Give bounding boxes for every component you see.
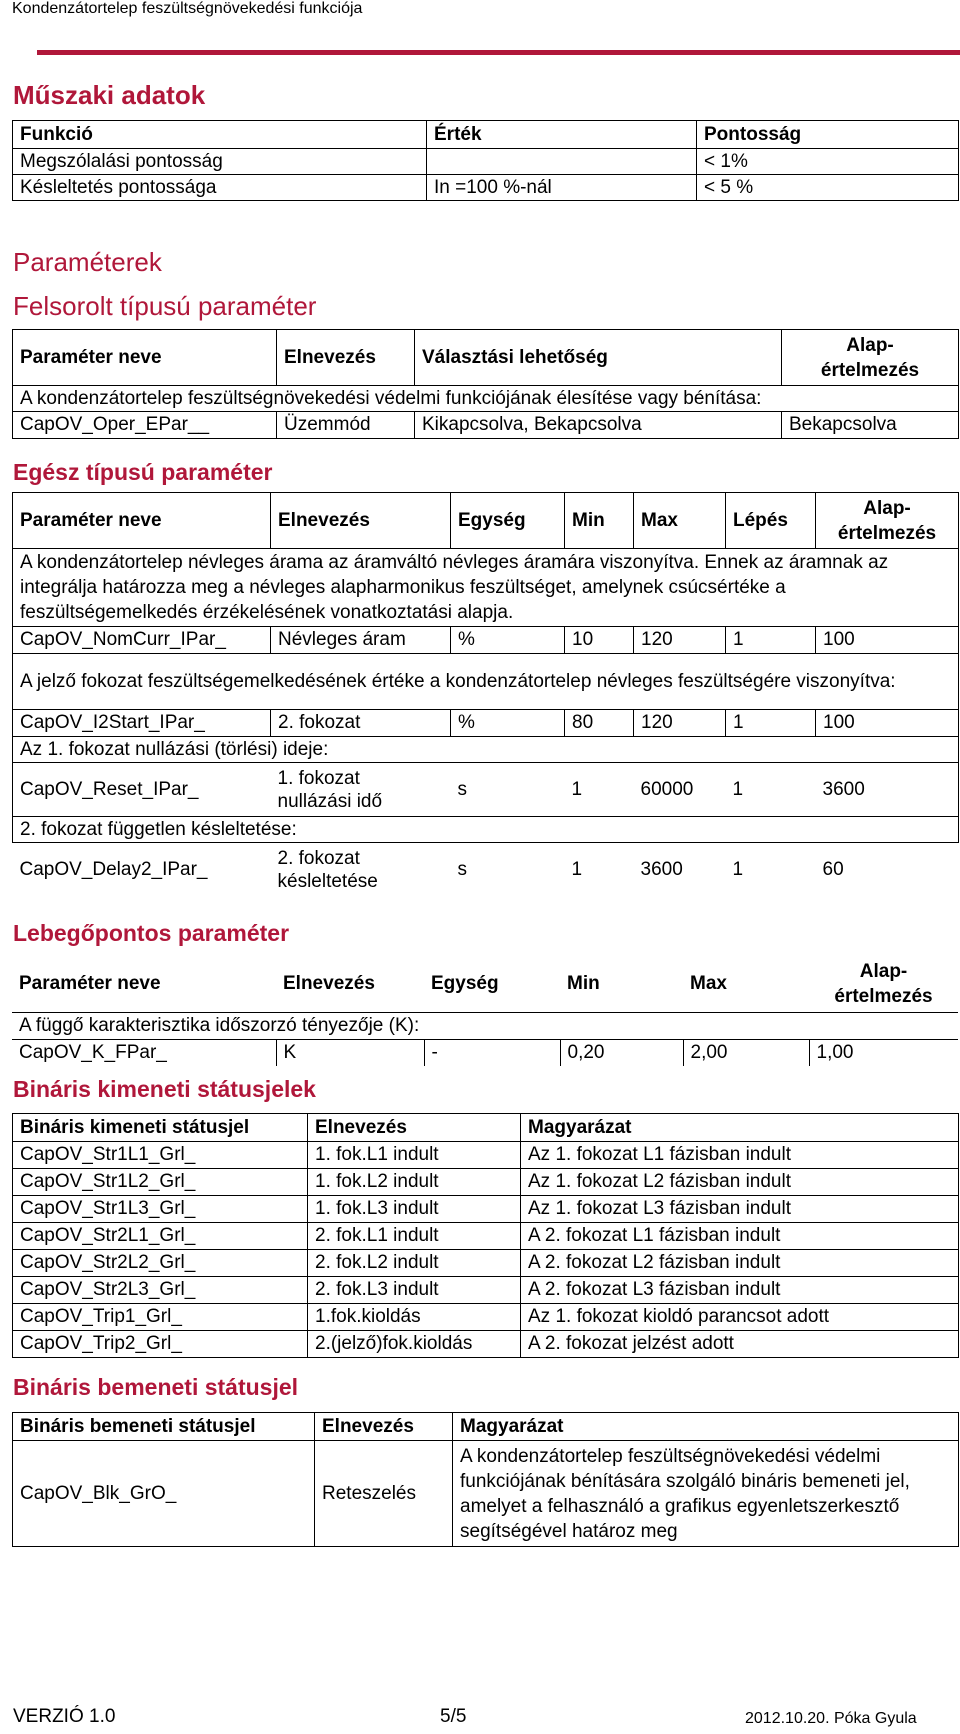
cell-line: nullázási idő bbox=[277, 790, 383, 812]
table-row bbox=[13, 817, 959, 843]
column-header: Min bbox=[565, 493, 634, 549]
table-cell: 1 bbox=[571, 858, 583, 880]
table-cell: A 2. fokozat jelzést adott bbox=[521, 1331, 959, 1358]
table-cell: 1. fok.L2 indult bbox=[308, 1169, 521, 1196]
column-header: Funkció bbox=[13, 121, 427, 149]
table-cell: 120 bbox=[634, 627, 726, 654]
binary-outputs-table bbox=[12, 1113, 959, 1358]
footer-page-number: 5/5 bbox=[440, 1706, 467, 1727]
table-cell: Üzemmód bbox=[277, 412, 415, 439]
table-header-row bbox=[12, 956, 958, 1012]
column-header-default bbox=[816, 493, 959, 549]
table-cell: CapOV_Blk_GrO_ bbox=[13, 1441, 315, 1547]
table-cell: Megszólalási pontosság bbox=[13, 149, 427, 175]
table-header-row bbox=[13, 1114, 959, 1142]
table-cell: In =100 %-nál bbox=[427, 175, 697, 201]
table-header-row bbox=[13, 493, 959, 549]
table-cell bbox=[271, 763, 451, 817]
table-cell: 1. fok.L3 indult bbox=[308, 1196, 521, 1223]
table-row bbox=[13, 412, 959, 439]
column-header: Paraméter neve bbox=[13, 330, 277, 386]
table-cell: % bbox=[451, 627, 565, 654]
table-row bbox=[13, 1441, 959, 1547]
column-header: Elnevezés bbox=[283, 972, 375, 994]
column-header: Elnevezés bbox=[308, 1114, 521, 1142]
section-title-parameters: Paraméterek bbox=[13, 247, 162, 277]
header-rule bbox=[37, 50, 960, 55]
table-cell: s bbox=[451, 763, 565, 817]
table-cell: Az 1. fokozat L1 fázisban indult bbox=[521, 1142, 959, 1169]
table-cell: 1 bbox=[732, 858, 744, 880]
column-header: Bináris bemeneti státusjel bbox=[13, 1413, 315, 1441]
table-cell: CapOV_Trip1_Grl_ bbox=[13, 1304, 308, 1331]
description-cell: A jelző fokozat feszültségemelkedésének értéke a kondenzátortelep névleges feszültségére viszonyítva: bbox=[13, 654, 959, 710]
table-row bbox=[13, 763, 959, 817]
table-cell: 1 bbox=[726, 710, 816, 737]
column-header: Paraméter neve bbox=[19, 972, 161, 994]
cell-line: 2. fokozat bbox=[277, 847, 360, 869]
table-cell: CapOV_Trip2_Grl_ bbox=[13, 1331, 308, 1358]
table-cell: 10 bbox=[565, 627, 634, 654]
section-title-binary-input: Bináris bemeneti státusjel bbox=[13, 1374, 299, 1400]
table-row bbox=[13, 627, 959, 654]
table-cell: CapOV_Str2L1_Grl_ bbox=[13, 1223, 308, 1250]
description-cell: A függő karakterisztika időszorzó tényezője (K): bbox=[12, 1012, 958, 1039]
table-cell: 120 bbox=[634, 710, 726, 737]
table-cell: CapOV_Oper_EPar__ bbox=[13, 412, 277, 439]
column-header: Magyarázat bbox=[521, 1114, 959, 1142]
table-row bbox=[13, 175, 959, 201]
table-cell bbox=[271, 843, 451, 897]
table-row bbox=[13, 737, 959, 763]
table-cell: CapOV_I2Start_IPar_ bbox=[13, 710, 271, 737]
table-cell: CapOV_NomCurr_IPar_ bbox=[13, 627, 271, 654]
table-row bbox=[13, 843, 959, 897]
table-row bbox=[13, 386, 959, 412]
table-cell: 1 bbox=[726, 763, 816, 817]
table-row bbox=[13, 1304, 959, 1331]
table-cell: Kikapcsolva, Bekapcsolva bbox=[415, 412, 782, 439]
table-cell: A 2. fokozat L3 fázisban indult bbox=[521, 1277, 959, 1304]
table-cell: Bekapcsolva bbox=[782, 412, 959, 439]
table-cell: A 2. fokozat L2 fázisban indult bbox=[521, 1250, 959, 1277]
table-cell: 2. fok.L1 indult bbox=[308, 1223, 521, 1250]
table-cell: CapOV_Delay2_IPar_ bbox=[19, 858, 208, 880]
description-cell: A kondenzátortelep feszültségnövekedési védelmi funkciójának élesítése vagy bénítása: bbox=[13, 386, 959, 412]
column-header: Egység bbox=[431, 972, 499, 994]
enum-params-table bbox=[12, 329, 959, 439]
column-header-default bbox=[809, 956, 958, 1012]
table-cell: Az 1. fokozat L3 fázisban indult bbox=[521, 1196, 959, 1223]
table-cell: 60000 bbox=[634, 763, 726, 817]
technical-data-table bbox=[12, 120, 959, 201]
table-cell: CapOV_Str2L3_Grl_ bbox=[13, 1277, 308, 1304]
table-cell: CapOV_K_FPar_ bbox=[12, 1039, 276, 1066]
table-cell: K bbox=[276, 1039, 424, 1066]
table-cell: CapOV_Reset_IPar_ bbox=[13, 763, 271, 817]
table-row bbox=[12, 1039, 958, 1066]
table-cell: CapOV_Str2L2_Grl_ bbox=[13, 1250, 308, 1277]
column-header: Érték bbox=[427, 121, 697, 149]
column-header: Max bbox=[634, 493, 726, 549]
table-cell: < 1% bbox=[697, 149, 959, 175]
column-header: Paraméter neve bbox=[13, 493, 271, 549]
table-cell: s bbox=[457, 858, 467, 880]
table-cell: A 2. fokozat L1 fázisban indult bbox=[521, 1223, 959, 1250]
table-cell: CapOV_Str1L1_Grl_ bbox=[13, 1142, 308, 1169]
table-row bbox=[12, 1012, 958, 1039]
binary-input-table bbox=[12, 1412, 959, 1547]
float-params-table bbox=[12, 956, 958, 1066]
table-cell: % bbox=[451, 710, 565, 737]
column-header: Elnevezés bbox=[277, 330, 415, 386]
section-title-enum-params: Felsorolt típusú paraméter bbox=[13, 291, 317, 321]
header-line: értelmezés bbox=[834, 985, 933, 1007]
column-header: Elnevezés bbox=[315, 1413, 453, 1441]
table-header-row bbox=[13, 121, 959, 149]
table-cell: 3600 bbox=[816, 763, 959, 817]
table-cell: CapOV_Str1L3_Grl_ bbox=[13, 1196, 308, 1223]
page-header-title: Kondenzátortelep feszültségnövekedési funkciója bbox=[12, 0, 363, 17]
table-cell: 1 bbox=[726, 627, 816, 654]
table-row bbox=[13, 1169, 959, 1196]
table-cell: 2. fokozat bbox=[271, 710, 451, 737]
table-cell: 80 bbox=[565, 710, 634, 737]
column-header: Lépés bbox=[726, 493, 816, 549]
table-cell: Reteszelés bbox=[315, 1441, 453, 1547]
header-line: Alap- bbox=[863, 497, 911, 519]
table-cell bbox=[427, 149, 697, 175]
section-title-float-params: Lebegőpontos paraméter bbox=[13, 920, 290, 946]
table-cell: 1,00 bbox=[809, 1039, 958, 1066]
column-header: Magyarázat bbox=[453, 1413, 959, 1441]
table-cell: 100 bbox=[816, 710, 959, 737]
header-line: Alap- bbox=[846, 334, 894, 356]
table-cell: 3600 bbox=[640, 858, 683, 880]
table-cell: Az 1. fokozat L2 fázisban indult bbox=[521, 1169, 959, 1196]
section-title-binary-outputs: Bináris kimeneti státusjelek bbox=[13, 1076, 316, 1102]
cell-line: 1. fokozat bbox=[277, 767, 360, 789]
int-params-table bbox=[12, 492, 959, 897]
table-row bbox=[13, 549, 959, 627]
column-header: Max bbox=[690, 972, 727, 994]
table-header-row bbox=[13, 1413, 959, 1441]
table-cell: < 5 % bbox=[697, 175, 959, 201]
column-header-default bbox=[782, 330, 959, 386]
table-row bbox=[13, 710, 959, 737]
description-cell: Az 1. fokozat nullázási (törlési) ideje: bbox=[13, 737, 959, 763]
column-header: Elnevezés bbox=[271, 493, 451, 549]
table-cell: 100 bbox=[816, 627, 959, 654]
table-cell: 2.(jelző)fok.kioldás bbox=[308, 1331, 521, 1358]
column-header: Min bbox=[567, 972, 600, 994]
table-header-row bbox=[13, 330, 959, 386]
table-cell: 2. fok.L3 indult bbox=[308, 1277, 521, 1304]
table-cell: A kondenzátortelep feszültségnövekedési védelmi funkciójának bénítására szolgáló bináris bemeneti jel, amelyet a felhasználó a grafikus egyenletszerkesztő segítségével határoz meg bbox=[453, 1441, 959, 1547]
section-title-int-params: Egész típusú paraméter bbox=[13, 459, 273, 485]
section-title-technical-data: Műszaki adatok bbox=[13, 80, 206, 110]
column-header: Egység bbox=[451, 493, 565, 549]
column-header: Pontosság bbox=[697, 121, 959, 149]
table-cell: 60 bbox=[822, 858, 844, 880]
cell-line: késleltetése bbox=[277, 870, 378, 892]
table-cell: 2. fok.L2 indult bbox=[308, 1250, 521, 1277]
column-header: Választási lehetőség bbox=[415, 330, 782, 386]
table-row bbox=[13, 149, 959, 175]
table-row bbox=[13, 1250, 959, 1277]
table-cell: - bbox=[424, 1039, 560, 1066]
header-line: értelmezés bbox=[837, 522, 937, 544]
table-cell: Késleltetés pontossága bbox=[13, 175, 427, 201]
table-cell: 1. fok.L1 indult bbox=[308, 1142, 521, 1169]
table-cell: 0,20 bbox=[560, 1039, 683, 1066]
table-row bbox=[13, 1277, 959, 1304]
column-header: Bináris kimeneti státusjel bbox=[13, 1114, 308, 1142]
description-cell: 2. fokozat független késleltetése: bbox=[13, 817, 959, 843]
table-row bbox=[13, 1142, 959, 1169]
table-cell: 1.fok.kioldás bbox=[308, 1304, 521, 1331]
table-row bbox=[13, 1331, 959, 1358]
footer-date-author: 2012.10.20. Póka Gyula bbox=[745, 1710, 917, 1727]
table-cell: Az 1. fokozat kioldó parancsot adott bbox=[521, 1304, 959, 1331]
table-cell: Névleges áram bbox=[271, 627, 451, 654]
table-row bbox=[13, 1196, 959, 1223]
table-cell: CapOV_Str1L2_Grl_ bbox=[13, 1169, 308, 1196]
table-cell: 2,00 bbox=[683, 1039, 809, 1066]
table-cell: 1 bbox=[565, 763, 634, 817]
header-line: értelmezés bbox=[820, 359, 920, 381]
footer-version: VERZIÓ 1.0 bbox=[13, 1706, 116, 1727]
table-row bbox=[13, 1223, 959, 1250]
description-cell: A kondenzátortelep névleges árama az áramváltó névleges áramára viszonyítva. Ennek az áramnak az integrálja határozza meg a névleges alapharmonikus feszültséget, amelynek csúcsértéke a feszültségemelkedés érzékelésének vonatkoztatási alapja. bbox=[13, 549, 959, 627]
header-line: Alap- bbox=[859, 960, 908, 982]
table-row bbox=[13, 654, 959, 710]
